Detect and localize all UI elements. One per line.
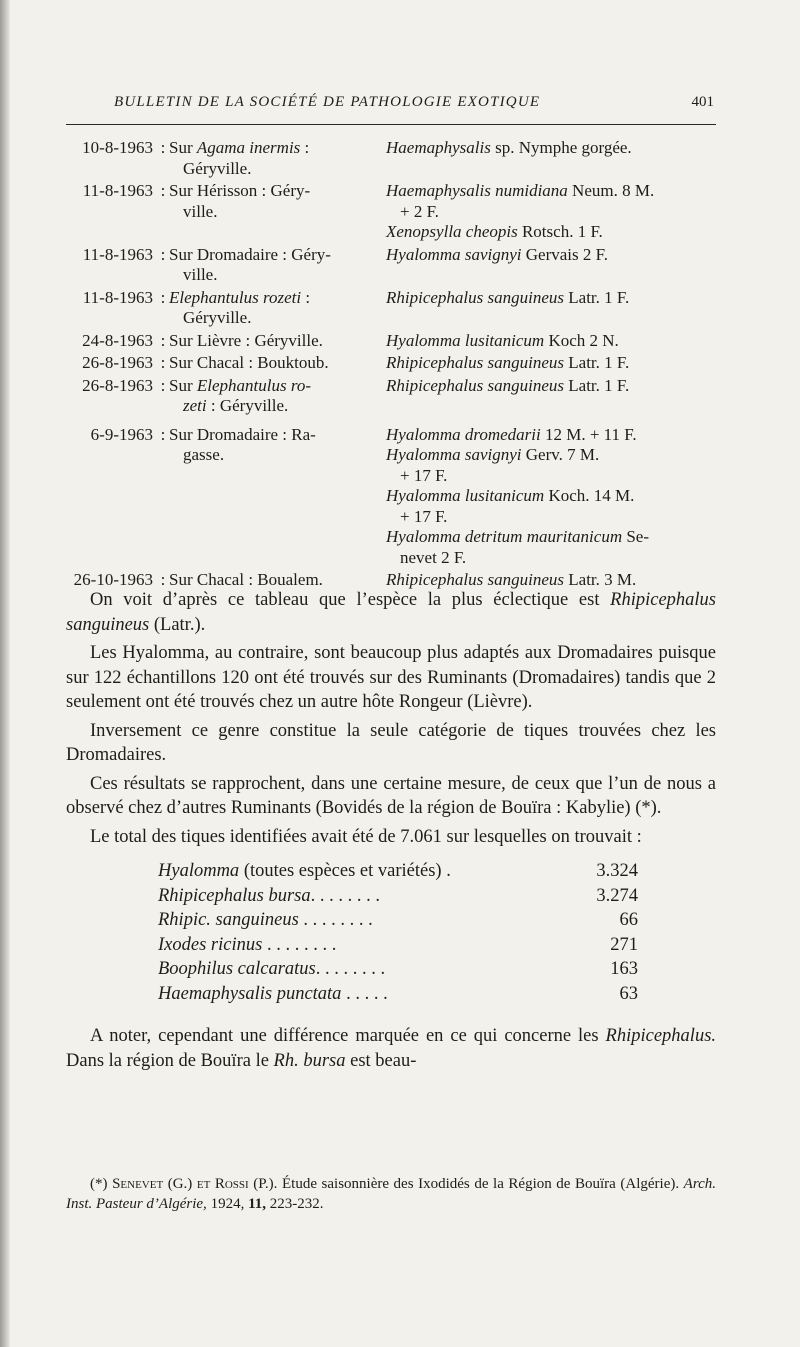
table-row: 11-8-1963 : Sur Hérisson : Géry- ville. Haemaphysalis numidiana Neum. 8 M. + 2 F. Xenopsylla cheopis Rotsch. 1 F. xyxy=(66,181,716,243)
paragraph: Les Hyalomma, au contraire, sont beaucoup plus adaptés aux Dromadaires puisque sur 122 échantillons 120 ont été trouvés sur des Ruminants (Dromadaires) tandis que 2 seulement ont été trouvés chez un autre hôte Rongeur (Lièvre). xyxy=(66,643,716,712)
record-host: Sur Chacal : Boualem. xyxy=(169,570,323,589)
journal-title: BULLETIN DE LA SOCIÉTÉ DE PATHOLOGIE EXOTIQUE xyxy=(114,94,541,110)
running-header xyxy=(66,92,716,122)
table-row: 26-10-1963 : Sur Chacal : Boualem. Rhipicephalus sanguineus Latr. 3 M. xyxy=(66,570,716,591)
record-date: 26-10-1963 xyxy=(73,570,153,589)
page-edge-shadow xyxy=(0,0,10,1347)
body-text xyxy=(66,588,716,1077)
tick-counts-list xyxy=(66,859,716,1006)
record-host: Sur Dromadaire : Ra- gasse. xyxy=(169,424,316,464)
record-date: 10-8-1963 xyxy=(82,138,153,157)
footnote: (*) Senevet (G.) et Rossi (P.). Étude saisonnière des Ixodidés de la Région de Bouïra (Algérie). Arch. Inst. Pasteur d’Algérie, 1924, 11, 223-232. xyxy=(66,1176,717,1212)
record-host: Sur Dromadaire : Géry- ville. xyxy=(169,244,331,284)
record-parasites: Hyalomma lusitanicum Koch 2 N. xyxy=(386,330,619,350)
record-parasites: Rhipicephalus sanguineus Latr. 1 F. xyxy=(386,375,630,395)
record-parasites: Hyalomma savignyi Gervais 2 F. xyxy=(386,244,608,264)
record-date: 6-9-1963 xyxy=(90,424,153,444)
record-parasites: Rhipicephalus sanguineus Latr. 1 F. xyxy=(386,287,630,307)
list-item: Rhipicephalus bursa. . . . . . . . 3.274 xyxy=(158,885,638,906)
record-host: Sur Chacal : Bouktoub. xyxy=(169,353,329,372)
record-parasites: Rhipicephalus sanguineus Latr. 1 F. xyxy=(386,353,630,372)
list-item: Rhipic. sanguineus . . . . . . . . 66 xyxy=(158,910,638,930)
record-parasites: Rhipicephalus sanguineus Latr. 3 M. xyxy=(386,570,637,589)
record-host: Sur Agama inermis : Géryville. xyxy=(169,138,310,178)
record-date: 24-8-1963 xyxy=(82,330,153,350)
list-item: Boophilus calcaratus. . . . . . . . 163 xyxy=(158,959,638,979)
record-date: 11-8-1963 xyxy=(82,244,153,264)
table-row: 10-8-1963 : Sur Agama inermis : Géryville. Haemaphysalis sp. Nymphe gorgée. xyxy=(66,138,716,179)
paragraph: Ces résultats se rapprochent, dans une certaine mesure, de ceux que l’un de nous a observé chez d’autres Ruminants (Bovidés de la région de Bouïra : Kabylie) (*). xyxy=(66,773,716,818)
record-date: 26-8-1963 xyxy=(82,375,153,395)
paragraph: A noter, cependant une différence marquée en ce qui concerne les Rhipicephalus. Dans la région de Bouïra le Rh. bursa est beau- xyxy=(66,1026,717,1071)
table-row: 24-8-1963 : Sur Lièvre : Géryville. Hyalomma lusitanicum Koch 2 N. xyxy=(66,331,716,352)
record-date: 11-8-1963 xyxy=(82,287,153,307)
record-host: Sur Elephantulus ro- zeti : Géryville. xyxy=(169,375,311,415)
record-date: 11-8-1963 xyxy=(82,181,153,200)
table-row: 11-8-1963 : Elephantulus rozeti : Géryville. Rhipicephalus sanguineus Latr. 1 F. xyxy=(66,288,716,329)
table-row: 6-9-1963 : Sur Dromadaire : Ra- gasse. Hyalomma dromedarii 12 M. + 11 F. Hyalomma savignyi Gerv. 7 M. + 17 F. Hyalomma lusitanicum Koch. 14 M. + 17 F. Hyalomma detritum mauritanicum Se- nevet 2 F. xyxy=(66,425,716,569)
record-parasites: Haemaphysalis numidiana Neum. 8 M. + 2 F. Xenopsylla cheopis Rotsch. 1 F. xyxy=(386,181,655,241)
record-parasites: Haemaphysalis sp. Nymphe gorgée. xyxy=(386,138,632,157)
record-host: Sur Hérisson : Géry- ville. xyxy=(169,181,311,221)
table-row: 26-8-1963 : Sur Chacal : Bouktoub. Rhipicephalus sanguineus Latr. 1 F. xyxy=(66,353,716,374)
record-host: Elephantulus rozeti : Géryville. xyxy=(169,287,311,327)
table-row: 26-8-1963 : Sur Elephantulus ro- zeti : Géryville. Rhipicephalus sanguineus Latr. 1 F. xyxy=(66,376,716,417)
record-parasites: Hyalomma dromedarii 12 M. + 11 F. Hyalomma savignyi Gerv. 7 M. + 17 F. Hyalomma lusitanicum Koch. 14 M. + 17 F. Hyalomma detritum mauritanicum Se- nevet 2 F. xyxy=(386,424,650,567)
records-table xyxy=(66,138,716,593)
header-rule xyxy=(66,124,716,125)
paragraph: Inversement ce genre constitue la seule catégorie de tiques trouvées chez les Dromadaires. xyxy=(66,720,716,765)
list-item: Hyalomma (toutes espèces et variétés) . 3.324 xyxy=(158,861,638,881)
list-item: Haemaphysalis punctata . . . . . 63 xyxy=(158,983,638,1004)
list-item: Ixodes ricinus . . . . . . . . 271 xyxy=(158,934,638,955)
paragraph: Le total des tiques identifiées avait été de 7.061 sur lesquelles on trouvait : xyxy=(90,826,642,847)
record-date: 26-8-1963 xyxy=(82,353,153,372)
record-host: Sur Lièvre : Géryville. xyxy=(169,330,323,350)
paragraph: On voit d’après ce tableau que l’espèce la plus éclectique est Rhipicephalus sanguineus (Latr.). xyxy=(66,590,716,635)
page-number: 401 xyxy=(691,94,714,110)
table-row: 11-8-1963 : Sur Dromadaire : Géry- ville. Hyalomma savignyi Gervais 2 F. xyxy=(66,245,716,286)
